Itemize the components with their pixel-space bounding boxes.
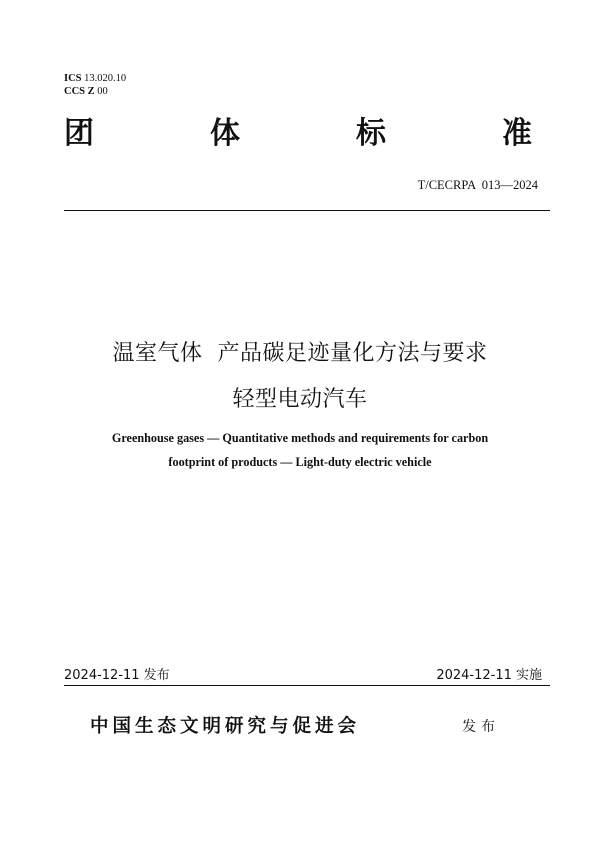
- ccs-label: CCS Z: [64, 86, 95, 97]
- ccs-line: [64, 85, 126, 98]
- ics-label: ICS: [64, 73, 82, 84]
- top-divider: [64, 210, 550, 211]
- english-title-line2: footprint of products — Light-duty electric vehicle: [168, 455, 432, 469]
- publisher-action: 发布: [462, 719, 500, 735]
- chinese-title-line1: 温室气体 产品碳足迹量化方法与要求: [112, 341, 488, 366]
- title-char: 标: [356, 116, 386, 151]
- implementation-date: 2024-12-11 实施: [436, 668, 542, 683]
- document-type-title: [64, 108, 532, 152]
- standard-number: T/CECRPA 013—2024: [417, 178, 538, 192]
- chinese-title-line2: 轻型电动汽车: [232, 387, 368, 412]
- ics-line: [64, 72, 126, 85]
- title-char: 体: [210, 116, 240, 151]
- title-char: 团: [64, 116, 94, 151]
- title-char: 准: [502, 116, 532, 151]
- classification-block: [64, 72, 126, 98]
- english-title-line1: Greenhouse gases — Quantitative methods and requirements for carbon: [111, 431, 489, 445]
- ccs-code: 00: [97, 86, 108, 97]
- ics-code: 13.020.10: [84, 73, 127, 84]
- publisher-name: 中国生态文明研究与促进会: [90, 716, 361, 737]
- bottom-divider: [64, 685, 550, 686]
- publish-date: 2024-12-11 发布: [64, 668, 170, 683]
